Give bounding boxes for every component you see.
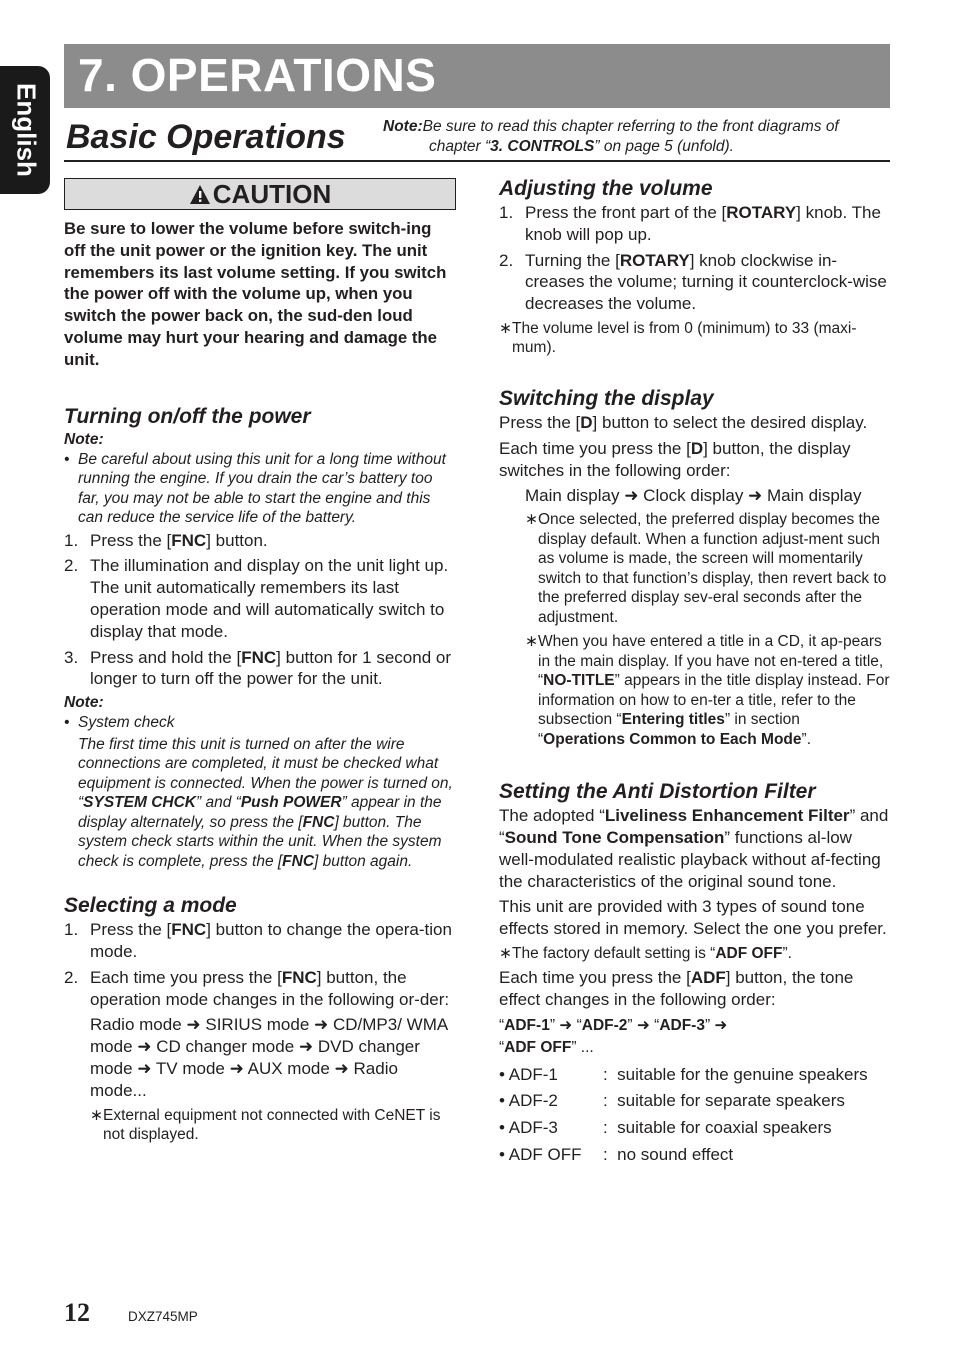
caution-label: CAUTION: [212, 179, 332, 209]
chapter-title: 7. OPERATIONS: [78, 49, 437, 101]
model-number: DXZ745MP: [128, 1309, 198, 1324]
display-heading: Switching the display: [499, 386, 714, 410]
language-tab-label: English: [11, 83, 42, 177]
system-note-text: The first time this unit is turned on after the wire connections are completed, it must be checked what equipment is connected. When the power is turned on, “SYSTEM CHCK” and “Push POWER” appear in the display alternately, so press the [FNC] button. The system check starts within the unit. When the system check is complete, press the [FNC] button again.: [78, 735, 453, 870]
adf-p2: This unit are provided with 3 types of sound tone effects stored in memory. Select the one you prefer.: [499, 897, 887, 939]
power-note-text: • Be careful about using this unit for a long time without running the engine. If you drain the car’s battery too far, you may not be able to start the engine and this can reduce the service life of the battery.: [64, 450, 456, 528]
adf-item: • ADF-3 : suitable for coaxial speakers: [499, 1118, 832, 1138]
volume-step-1: 1. Press the front part of the [ROTARY] knob. The knob will pop up.: [499, 203, 881, 244]
display-sequence: Main display ➜ Clock display ➜ Main display: [525, 486, 862, 506]
chapter-banner: [64, 44, 890, 108]
power-step-1: 1. Press the [FNC] button.: [64, 530, 268, 550]
header-rule: [64, 160, 890, 162]
power-step-2: 2. The illumination and display on the unit light up. The unit automatically remembers its last operation mode and will automatically switch to display that mode.: [64, 556, 449, 641]
adf-heading: Setting the Anti Distortion Filter: [499, 780, 816, 804]
mode-heading: Selecting a mode: [64, 894, 237, 918]
power-heading: Turning on/off the power: [64, 404, 311, 428]
left-column: [64, 178, 456, 1145]
volume-heading: Adjusting the volume: [499, 177, 713, 200]
adf-list: [499, 1064, 891, 1166]
system-note-title: • System check: [64, 713, 456, 733]
volume-step-2: 2. Turning the [ROTARY] knob clockwise in-creases the volume; turning it counterclock-wise decreases the volume.: [499, 250, 887, 314]
adf-footnote: ∗ The factory default setting is “ADF OFF”.: [499, 944, 792, 962]
adf-sequence: “ADF-1” ➜ “ADF-2” ➜ “ADF-3” ➜ “ADF OFF” ...: [499, 1017, 728, 1056]
adf-item: • ADF-2 : suitable for separate speakers: [499, 1091, 845, 1111]
display-p2: Each time you press the [D] button, the display switches in the following order:: [499, 438, 851, 480]
warning-icon: [189, 184, 211, 205]
power-note-label: Note:: [64, 430, 104, 448]
adf-item: • ADF OFF : no sound effect: [499, 1145, 734, 1165]
top-note: Note:Be sure to read this chapter referring to the front diagrams of chapter “3. CONTROLS” on page 5 (unfold).: [383, 118, 839, 155]
adf-p1: The adopted “Liveliness Enhancement Filter” and “Sound Tone Compensation” functions al-low well-modulated realistic playback without af-fecting the characteristics of the original sound tone.: [499, 806, 889, 891]
caution-text: Be sure to lower the volume before switch-ing off the unit power or the ignition key. The unit remembers its last volume setting. If you switch the power off with the volume up, when you switch the power back on, the sud-den loud volume may hurt your hearing and damage the unit.: [64, 219, 447, 369]
volume-footnote: ∗ The volume level is from 0 (minimum) to 33 (maxi-mum).: [499, 319, 857, 357]
adf-item: • ADF-1 : suitable for the genuine speakers: [499, 1064, 868, 1084]
display-footnote-2: ∗ When you have entered a title in a CD, it ap-pears in the main display. If you have not en-tered a title, “NO-TITLE” appears in the title display instead. For information on how to en-ter a title, refer to the subsection “Entering titles” in section “Operations Common to Each Mode”.: [525, 633, 890, 748]
mode-footnote: ∗ External equipment not connected with CeNET is not displayed.: [90, 1106, 441, 1144]
display-footnote-1: ∗ Once selected, the preferred display becomes the display default. When a function adjust-ment such as volume is made, the screen will momentarily switch to that function’s display, then revert back to the preferred display sev-eral seconds after the adjustment.: [525, 511, 887, 626]
top-note-label: Note:: [383, 118, 423, 135]
power-step-3: 3. Press and hold the [FNC] button for 1 second or longer to turn off the power for the unit.: [64, 647, 452, 689]
display-p1: Press the [D] button to select the desired display.: [499, 412, 868, 432]
system-note-label: Note:: [64, 694, 104, 712]
mode-step-1: 1. Press the [FNC] button to change the opera-tion mode.: [64, 920, 452, 961]
section-title: Basic Operations: [66, 118, 346, 156]
right-column: [499, 176, 891, 1166]
adf-p3: Each time you press the [ADF] button, the tone effect changes in the following order:: [499, 968, 854, 1010]
page-number: 12: [64, 1298, 90, 1327]
mode-step-2: 2. Each time you press the [FNC] button, the operation mode changes in the following or-der:: [64, 967, 450, 1009]
language-tab: [0, 66, 50, 194]
caution-box: [64, 178, 456, 210]
mode-sequence: Radio mode ➜ SIRIUS mode ➜ CD/MP3/ WMA mode ➜ CD changer mode ➜ DVD changer mode ➜ TV mode ➜ AUX mode ➜ Radio mode...: [90, 1015, 448, 1100]
